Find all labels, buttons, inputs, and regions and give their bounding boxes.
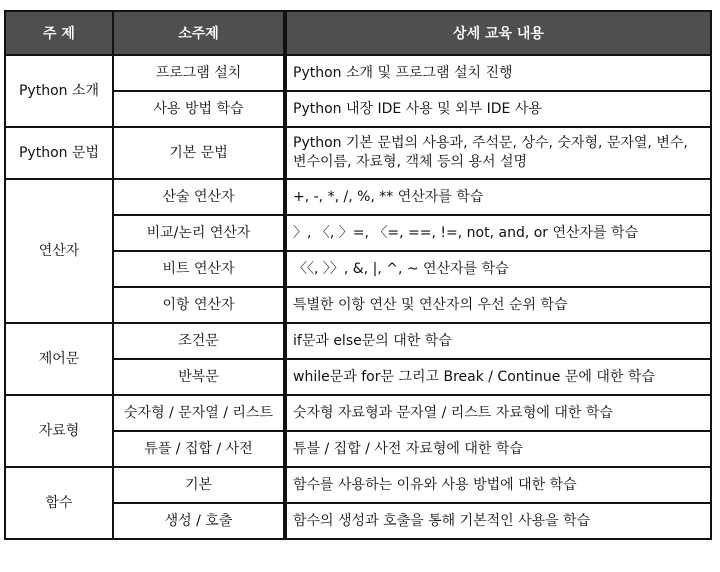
header-detail: 상세 교육 내용	[285, 11, 711, 55]
header-topic: 주 제	[5, 11, 113, 55]
detail-cell: Python 내장 IDE 사용 및 외부 IDE 사용	[285, 91, 711, 127]
subtopic-cell: 이항 연산자	[113, 287, 285, 323]
table-row	[5, 55, 711, 91]
table-row	[5, 467, 711, 503]
curriculum-table	[4, 10, 712, 540]
detail-cell: 〉, 〈, 〉=, 〈=, ==, !=, not, and, or 연산자를 학습	[285, 215, 711, 251]
header-row	[5, 11, 711, 55]
detail-cell: 〈〈, 〉〉, &, |, ^, ~ 연산자를 학습	[285, 251, 711, 287]
detail-cell: 특별한 이항 연산 및 연산자의 우선 순위 학습	[285, 287, 711, 323]
detail-cell: +, -, *, /, %, ** 연산자를 학습	[285, 179, 711, 215]
subtopic-cell: 생성 / 호출	[113, 503, 285, 539]
detail-cell: Python 소개 및 프로그램 설치 진행	[285, 55, 711, 91]
subtopic-cell: 사용 방법 학습	[113, 91, 285, 127]
subtopic-cell: 조건문	[113, 323, 285, 359]
subtopic-cell: 기본 문법	[113, 127, 285, 179]
subtopic-cell: 비트 연산자	[113, 251, 285, 287]
subtopic-cell: 반복문	[113, 359, 285, 395]
topic-cell: 자료형	[5, 395, 113, 467]
topic-cell: 함수	[5, 467, 113, 539]
table-row	[5, 179, 711, 215]
topic-cell: 제어문	[5, 323, 113, 395]
topic-cell: Python 문법	[5, 127, 113, 179]
table-row	[5, 127, 711, 179]
table-row	[5, 323, 711, 359]
topic-cell: Python 소개	[5, 55, 113, 127]
detail-cell: while문과 for문 그리고 Break / Continue 문에 대한 학습	[285, 359, 711, 395]
subtopic-cell: 숫자형 / 문자열 / 리스트	[113, 395, 285, 431]
subtopic-cell: 비교/논리 연산자	[113, 215, 285, 251]
table-row	[5, 395, 711, 431]
detail-cell: 튜블 / 집합 / 사전 자료형에 대한 학습	[285, 431, 711, 467]
subtopic-cell: 튜플 / 집합 / 사전	[113, 431, 285, 467]
detail-cell: if문과 else문의 대한 학습	[285, 323, 711, 359]
detail-cell: 함수를 사용하는 이유와 사용 방법에 대한 학습	[285, 467, 711, 503]
topic-cell: 연산자	[5, 179, 113, 323]
detail-cell: Python 기본 문법의 사용과, 주석문, 상수, 숫자형, 문자열, 변수, 변수이름, 자료형, 객체 등의 용서 설명	[285, 127, 711, 179]
detail-cell: 함수의 생성과 호출을 통해 기본적인 사용을 학습	[285, 503, 711, 539]
subtopic-cell: 기본	[113, 467, 285, 503]
subtopic-cell: 프로그램 설치	[113, 55, 285, 91]
curriculum-table-wrapper	[4, 10, 710, 540]
subtopic-cell: 산술 연산자	[113, 179, 285, 215]
header-subtopic: 소주제	[113, 11, 285, 55]
detail-cell: 숫자형 자료형과 문자열 / 리스트 자료형에 대한 학습	[285, 395, 711, 431]
